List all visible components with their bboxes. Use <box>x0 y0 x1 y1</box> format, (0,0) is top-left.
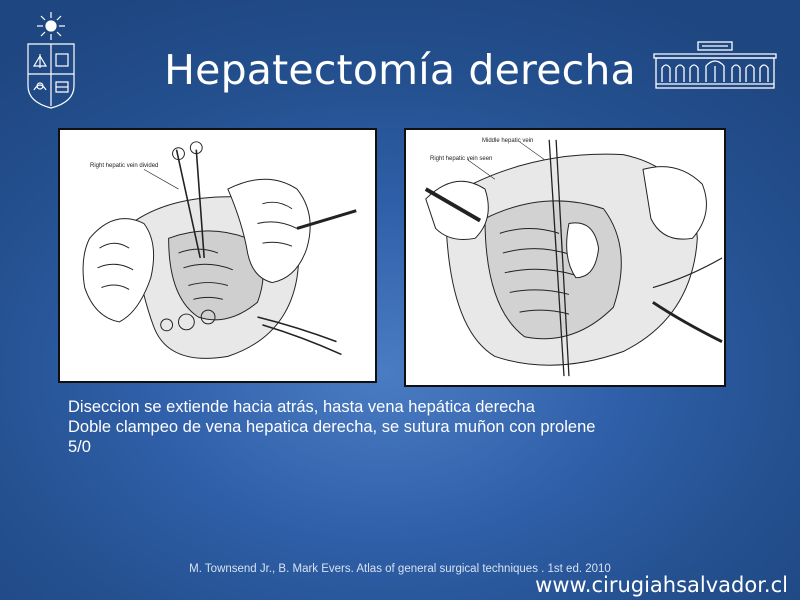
website-url: www.cirugiahsalvador.cl <box>535 573 788 597</box>
surgical-illustration-right <box>404 128 726 387</box>
body-line: Diseccion se extiende hacia atrás, hasta vena hepática derecha <box>68 398 535 416</box>
slide-title: Hepatectomía derecha <box>164 46 636 94</box>
figure-label-right-top: Middle hepatic vein <box>482 138 534 144</box>
figure-label-left: Right hepatic vein divided <box>90 163 159 169</box>
body-line: 5/0 <box>68 438 91 456</box>
citation: M. Townsend Jr., B. Mark Evers. Atlas of general surgical techniques . 1st ed. 2010 <box>189 563 611 575</box>
body-line: Doble clampeo de vena hepatica derecha, se sutura muñon con prolene <box>68 418 596 436</box>
figure-label-right-side: Right hepatic vein seen <box>430 156 493 162</box>
slide-body <box>68 397 758 457</box>
surgical-illustration-left <box>58 128 377 383</box>
